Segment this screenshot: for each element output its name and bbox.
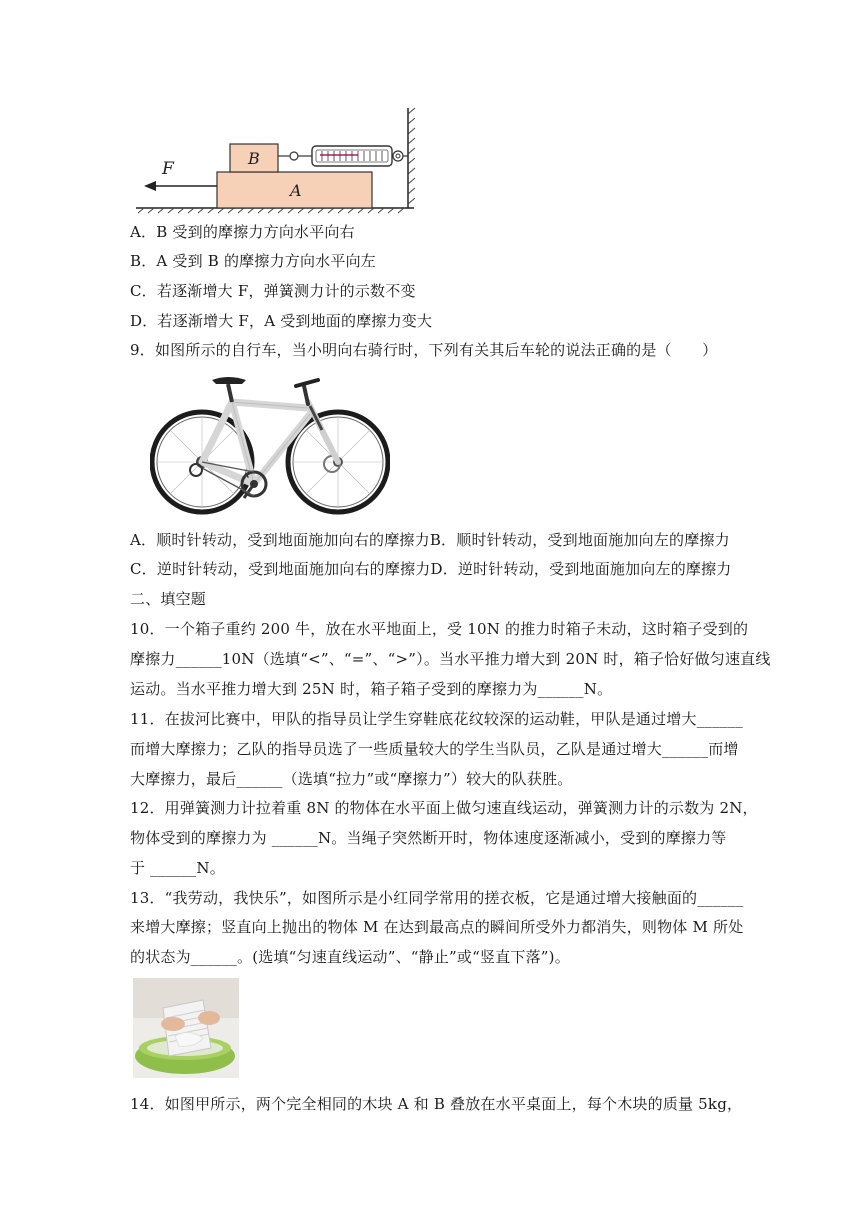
q8-option-c: C．若逐渐增大 F，弹簧测力计的示数不变	[130, 282, 416, 300]
bicycle-figure	[150, 372, 390, 518]
block-a-label: A	[290, 181, 302, 200]
q11-line-2: 而增大摩擦力；乙队的指导员选了一些质量较大的学生当队员，乙队是通过增大______而增	[130, 740, 739, 758]
section-title-fill-blank: 二、填空题	[130, 590, 207, 608]
spring-scale	[298, 146, 408, 166]
q8-option-d: D．若逐渐增大 F，A 受到地面的摩擦力变大	[130, 312, 433, 330]
q12-line-2: 物体受到的摩擦力为 ______N。当绳子突然断开时，物体速度逐渐减小，受到的摩擦力等	[130, 829, 727, 847]
force-f-arrow	[144, 181, 217, 191]
q13-line-2: 来增大摩擦；竖直向上抛出的物体 M 在达到最高点的瞬间所受外力都消失，则物体 M 所处	[130, 918, 744, 936]
force-f-label: F	[162, 159, 174, 179]
q10-line-3: 运动。当水平推力增大到 25N 时，箱子箱子受到的摩擦力为______N。	[130, 680, 613, 698]
q8-option-a: A．B 受到的摩擦力方向水平向右	[130, 223, 355, 241]
block-b-label: B	[248, 149, 260, 168]
q9-options-cd: C．逆时针转动，受到地面施加向右的摩擦力D．逆时针转动，受到地面施加向左的摩擦力	[130, 560, 732, 578]
block-spring-figure	[130, 104, 420, 214]
washboard-photo	[133, 978, 239, 1078]
q14-line-1: 14．如图甲所示，两个完全相同的木块 A 和 B 叠放在水平桌面上，每个木块的质量 5kg，	[130, 1095, 743, 1113]
q10-line-1: 10．一个箱子重约 200 牛，放在水平地面上，受 10N 的推力时箱子未动，这时箱子受到的	[130, 620, 749, 638]
q13-line-1: 13．“我劳动，我快乐”，如图所示是小红同学常用的搓衣板，它是通过增大接触面的______	[130, 889, 744, 907]
q10-line-2: 摩擦力______10N（选填“<”、“=”、“>”）。当水平推力增大到 20N 时，箱子恰好做匀速直线	[130, 650, 771, 668]
q11-line-1: 11．在拔河比赛中，甲队的指导员让学生穿鞋底花纹较深的运动鞋，甲队是通过增大______	[130, 710, 743, 728]
q11-line-3: 大摩擦力，最后______（选填“拉力”或“摩擦力”）较大的队获胜。	[130, 770, 573, 788]
q12-line-3: 于 ______N。	[130, 859, 225, 877]
q9-stem: 9．如图所示的自行车，当小明向右骑行时，下列有关其后车轮的说法正确的是（ ）	[130, 341, 718, 359]
q13-line-3: 的状态为______。(选填“匀速直线运动”、“静止”或“竖直下落”)。	[130, 948, 570, 966]
q9-options-ab: A．顺时针转动，受到地面施加向右的摩擦力B．顺时针转动，受到地面施加向左的摩擦力	[130, 531, 730, 549]
q12-line-1: 12．用弹簧测力计拉着重 8N 的物体在水平面上做匀速直线运动，弹簧测力计的示数为 2N，	[130, 799, 758, 817]
q8-option-b: B．A 受到 B 的摩擦力方向水平向左	[130, 252, 376, 270]
